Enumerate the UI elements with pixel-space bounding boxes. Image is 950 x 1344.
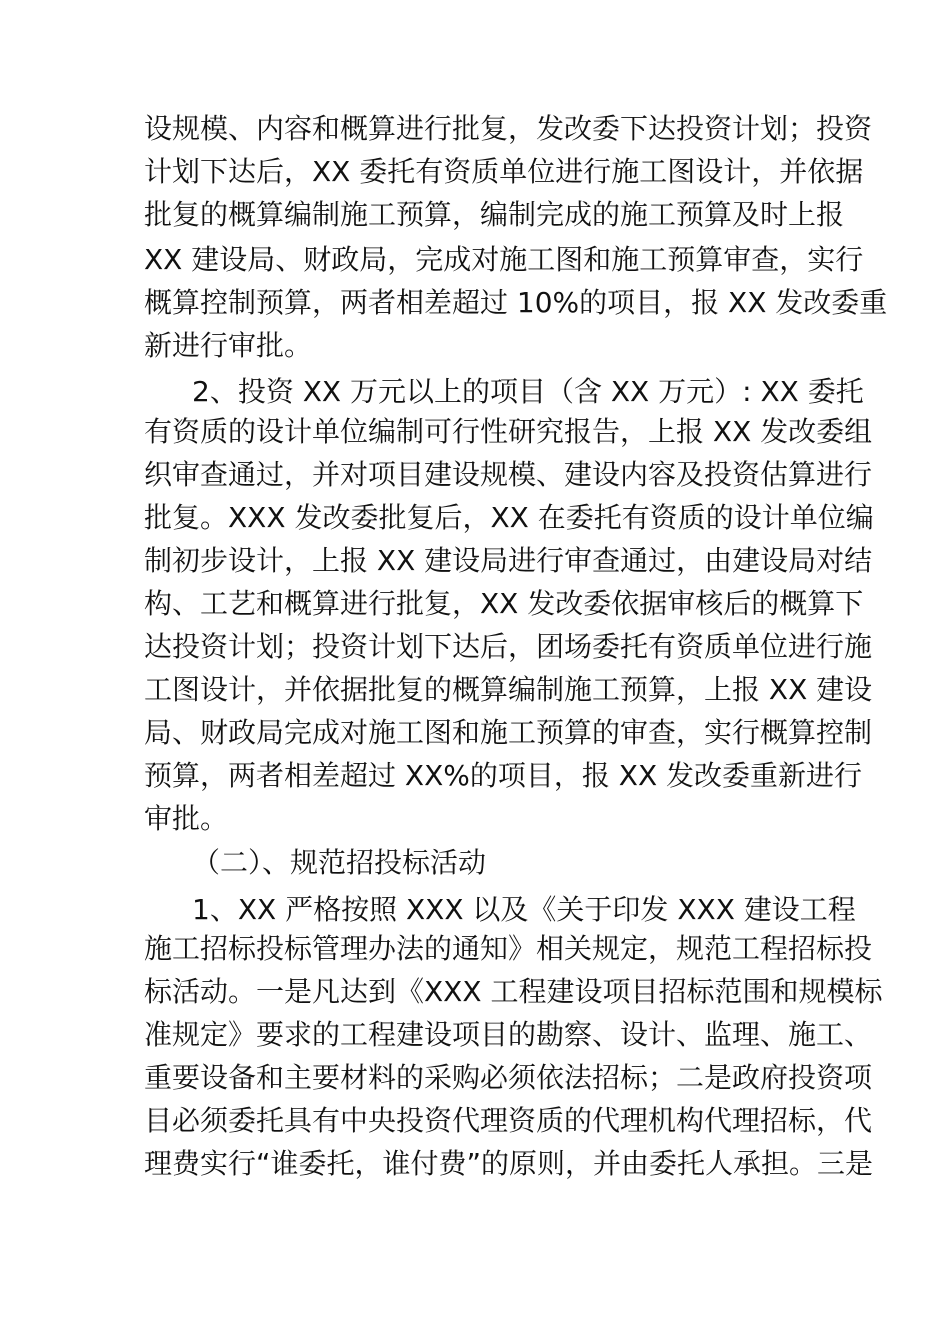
section-heading: （二）、规范招投标活动 xyxy=(192,846,487,879)
text-line: 1、XX 严格按照 XXX 以及《关于印发 XXX 建设工程 xyxy=(192,893,856,926)
text-line: 工图设计，并依据批复的概算编制施工预算，上报 XX 建设 xyxy=(144,673,873,706)
text-line: 达投资计划；投资计划下达后，团场委托有资质单位进行施 xyxy=(144,630,873,663)
text-line: 预算，两者相差超过 XX%的项目，报 XX 发改委重新进行 xyxy=(144,759,863,792)
text-line: 设规模、内容和概算进行批复，发改委下达投资计划；投资 xyxy=(144,112,873,145)
text-line: 批复的概算编制施工预算，编制完成的施工预算及时上报 xyxy=(144,198,845,231)
text-line: 织审查通过，并对项目建设规模、建设内容及投资估算进行 xyxy=(144,458,873,491)
text-line: 标活动。一是凡达到《XXX 工程建设项目招标范围和规模标 xyxy=(144,975,883,1008)
text-line: 构、工艺和概算进行批复，XX 发改委依据审核后的概算下 xyxy=(144,587,864,620)
text-line: 准规定》要求的工程建设项目的勘察、设计、监理、施工、 xyxy=(144,1018,873,1051)
text-line: 理费实行“谁委托，谁付费”的原则，并由委托人承担。三是 xyxy=(144,1147,874,1180)
text-line: 制初步设计，上报 XX 建设局进行审查通过，由建设局对结 xyxy=(144,544,873,577)
text-line: 审批。 xyxy=(144,802,229,835)
text-line: 局、财政局完成对施工图和施工预算的审查，实行概算控制 xyxy=(144,716,873,749)
text-line: 批复。XXX 发改委批复后，XX 在委托有资质的设计单位编 xyxy=(144,501,874,534)
text-line: 新进行审批。 xyxy=(144,329,313,362)
text-line: 2、投资 XX 万元以上的项目（含 XX 万元）: XX 委托 xyxy=(192,375,864,408)
text-line: 重要设备和主要材料的采购必须依法招标；二是政府投资项 xyxy=(144,1061,873,1094)
text-line: XX 建设局、财政局，完成对施工图和施工预算审查，实行 xyxy=(144,243,864,276)
text-line: 目必须委托具有中央投资代理资质的代理机构代理招标，代 xyxy=(144,1104,873,1137)
text-line: 计划下达后，XX 委托有资质单位进行施工图设计，并依据 xyxy=(144,155,864,188)
text-line: 有资质的设计单位编制可行性研究报告，上报 XX 发改委组 xyxy=(144,415,873,448)
text-line: 施工招标投标管理办法的通知》相关规定，规范工程招标投 xyxy=(144,932,873,965)
text-line: 概算控制预算，两者相差超过 10%的项目，报 XX 发改委重 xyxy=(144,286,888,319)
